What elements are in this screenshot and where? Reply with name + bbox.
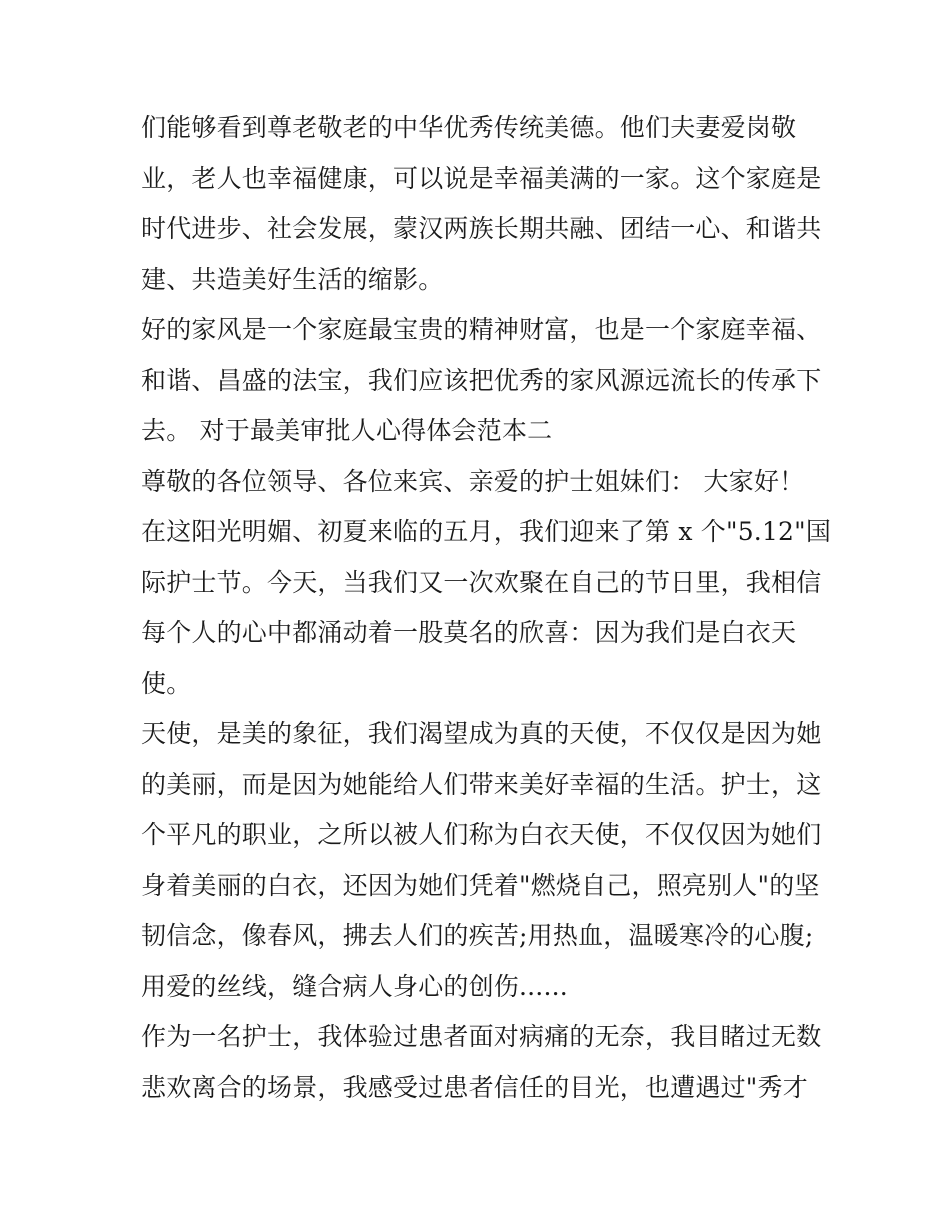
text-line: 去。 对于最美审批人心得体会范本二 bbox=[141, 416, 553, 445]
text-line: 用爱的丝线，缝合病人身心的创伤...... bbox=[141, 971, 568, 1001]
text-line: 尊敬的各位领导、各位来宾、亲爱的护士姐妹们： 大家好！ bbox=[141, 466, 805, 496]
text-line: 际护士节。今天，当我们又一次欢聚在自己的节日里，我相信 bbox=[141, 567, 822, 597]
text-line: 天使，是美的象征，我们渴望成为真的天使，不仅仅是因为她 bbox=[141, 719, 822, 748]
text-line: 身着美丽的白衣，还因为她们凭着"燃烧自己，照亮别人"的坚 bbox=[141, 870, 820, 900]
text-line: 的美丽，而是因为她能给人们带来美好幸福的生活。护士，这 bbox=[141, 769, 822, 799]
text-line: 们能够看到尊老敬老的中华优秀传统美德。他们夫妻爱岗敬 bbox=[141, 113, 797, 142]
text-line: 好的家风是一个家庭最宝贵的精神财富，也是一个家庭幸福、 bbox=[141, 315, 822, 344]
text-line: 时代进步、社会发展，蒙汉两族长期共融、团结一心、和谐共 bbox=[141, 214, 822, 243]
text-line: 在这阳光明媚、初夏来临的五月，我们迎来了第 x 个"5.12"国 bbox=[141, 517, 832, 546]
text-line: 个平凡的职业，之所以被人们称为白衣天使，不仅仅因为她们 bbox=[141, 820, 822, 849]
document-body bbox=[141, 103, 832, 1113]
text-line: 悲欢离合的场景，我感受过患者信任的目光，也遭遇过"秀才 bbox=[141, 1072, 808, 1102]
text-line: 和谐、昌盛的法宝，我们应该把优秀的家风源远流长的传承下 bbox=[141, 365, 822, 395]
text-line: 韧信念，像春风，拂去人们的疾苦;用热血，温暖寒冷的心腹; bbox=[141, 921, 814, 950]
text-line: 建、共造美好生活的缩影。 bbox=[141, 264, 444, 294]
text-line: 作为一名护士，我体验过患者面对病痛的无奈，我目睹过无数 bbox=[141, 1022, 822, 1051]
text-line: 每个人的心中都涌动着一股莫名的欣喜：因为我们是白衣天 bbox=[141, 618, 797, 647]
text-line: 业，老人也幸福健康，可以说是幸福美满的一家。这个家庭是 bbox=[141, 163, 822, 193]
text-line: 使。 bbox=[141, 668, 192, 698]
